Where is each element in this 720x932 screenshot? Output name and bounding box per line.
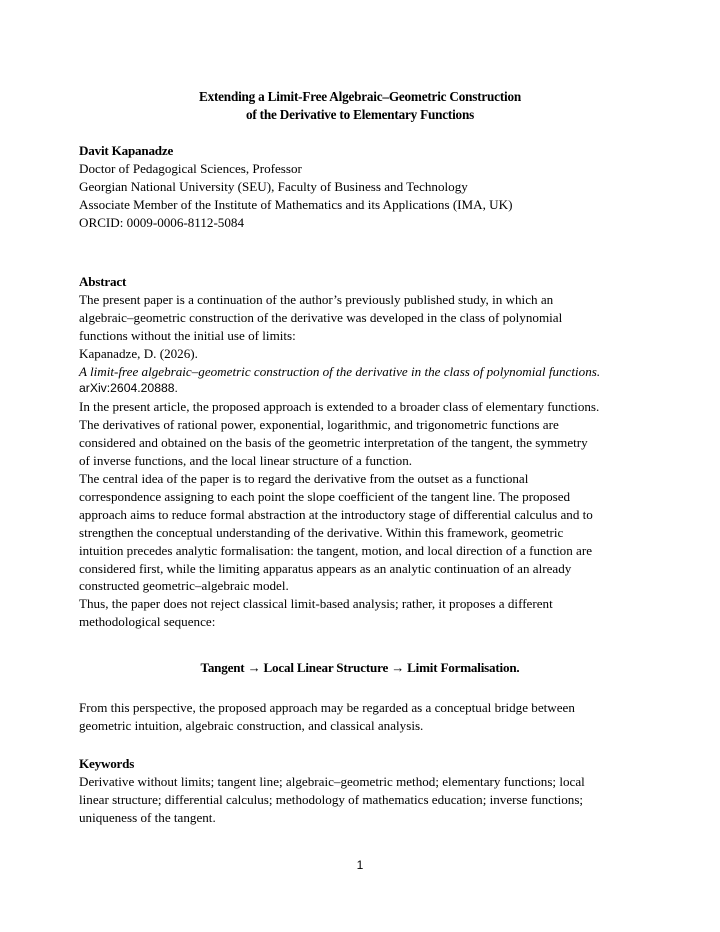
keywords-line: linear structure; differential calculus; methodology of mathematics education; inverse functions; — [79, 791, 584, 807]
methodological-sequence: Tangent → Local Linear Structure → Limit Formalisation. — [200, 660, 520, 675]
author-orcid: ORCID: 0009-0006-8112-5084 — [79, 214, 244, 230]
abstract-line: intuition precedes analytic formalisation: the tangent, motion, and local direction of a function are — [79, 542, 593, 558]
abstract-heading: Abstract — [79, 274, 127, 289]
reference-title: A limit-free algebraic–geometric construction of the derivative in the class of polynomial functions. — [79, 363, 601, 379]
abstract-line: Thus, the paper does not reject classical limit-based analysis; rather, it proposes a different — [79, 596, 553, 612]
paper-title — [0, 88, 720, 123]
author-block — [79, 142, 679, 232]
abstract-line: geometric intuition, algebraic construction, and classical analysis. — [79, 717, 424, 733]
author-name: Davit Kapanadze — [79, 143, 174, 158]
abstract-line: The central idea of the paper is to regard the derivative from the outset as a functional — [79, 470, 529, 486]
keywords-section — [79, 755, 679, 827]
abstract-line: considered first, while the limiting apparatus appears as an analytic continuation of an already — [79, 560, 572, 576]
abstract-line: From this perspective, the proposed approach may be regarded as a conceptual bridge between — [79, 700, 575, 715]
title-line-2: of the Derivative to Elementary Functions — [245, 106, 475, 122]
abstract-line: methodological sequence: — [79, 614, 216, 630]
keywords-heading: Keywords — [79, 756, 135, 771]
abstract-line: correspondence assigning to each point the slope coefficient of the tangent line. The proposed — [79, 488, 571, 504]
keywords-line: uniqueness of the tangent. — [79, 809, 216, 825]
abstract-line: approach aims to reduce formal abstraction at the introductory stage of differential calculus and to — [79, 506, 593, 522]
page-number: 1 — [356, 858, 364, 872]
author-membership: Associate Member of the Institute of Mathematics and its Applications (IMA, UK) — [79, 196, 513, 212]
abstract-line: In the present article, the proposed approach is extended to a broader class of elementary functions. — [79, 399, 600, 415]
abstract-line: of inverse functions, and the local linear structure of a function. — [79, 453, 413, 469]
abstract-line: functions without the initial use of limits: — [79, 327, 296, 343]
author-affiliation: Georgian National University (SEU), Faculty of Business and Technology — [79, 178, 468, 194]
abstract-line: The derivatives of rational power, exponential, logarithmic, and trigonometric functions are — [79, 417, 559, 433]
abstract-line: constructed geometric–algebraic model. — [79, 578, 289, 594]
keywords-line: Derivative without limits; tangent line; algebraic–geometric method; elementary functions; local — [79, 773, 585, 789]
abstract-line: algebraic–geometric construction of the derivative was developed in the class of polynomial — [79, 309, 563, 325]
abstract-section — [79, 273, 679, 631]
abstract-line: The present paper is a continuation of the author’s previously published study, in which an — [79, 291, 554, 307]
author-position: Doctor of Pedagogical Sciences, Professor — [79, 160, 302, 176]
title-line-1: Extending a Limit-Free Algebraic–Geometric Construction — [198, 89, 522, 104]
reference-author: Kapanadze, D. (2026). — [79, 345, 198, 361]
abstract-conclusion — [79, 699, 679, 735]
reference-arxiv-id: arXiv:2604.20888. — [79, 381, 178, 396]
abstract-line: considered and obtained on the basis of the geometric interpretation of the tangent, the symmetry — [79, 435, 588, 451]
abstract-line: strengthen the conceptual understanding of the derivative. Within this framework, geometric — [79, 524, 564, 540]
